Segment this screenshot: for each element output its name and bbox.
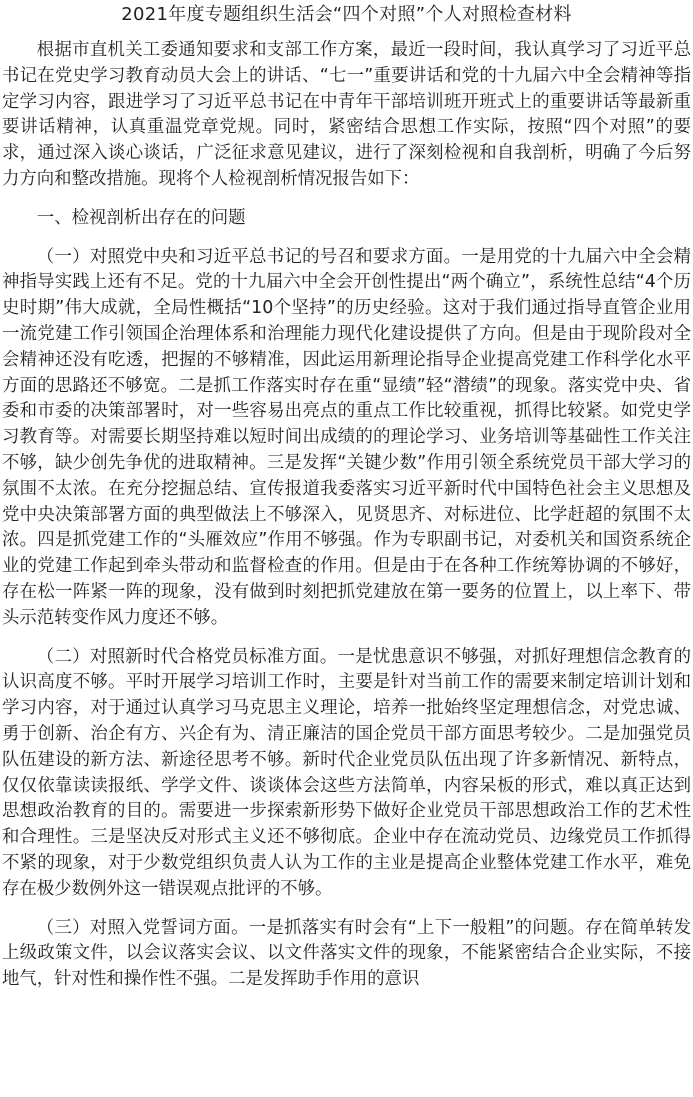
- section-heading: 一、检视剖析出存在的问题: [36, 207, 246, 228]
- body-paragraph-2: （二）对照新时代合格党员标准方面。一是忧患意识不够强，对抓好理想信念教育的认识高度不够。平时开展学习培训工作时，主要是针对当前工作的需要来制定培训计划和学习内容，对于通过认真学习马克思主义理论，培养一批始终坚定理想信念，对党忠诚、勇于创新、治企有方、兴企有为、清正廉洁的国企党员干部方面思考较少。二是加强党员队伍建设的新方法、新途径思考不够。新时代企业党员队伍出现了许多新情况、新特点，仅仅依靠读读报纸、学学文件、谈谈体会这些方法简单，内容呆板的形式，难以真正达到思想政治教育的目的。需要进一步探索新形势下做好企业党员干部思想政治工作的艺术性和合理性。三是坚决反对形式主义还不够彻底。企业中存在流动党员、边缘党员工作抓得不紧的现象，对于少数党组织负责人认为工作的主业是提高企业整体党建工作水平，难免存在极少数例外这一错误观点批评的不够。: [2, 646, 691, 899]
- document-title: 2021年度专题组织生活会“四个对照”个人对照检查材料: [121, 4, 572, 25]
- body-paragraph-1: （一）对照党中央和习近平总书记的号召和要求方面。一是用党的十九届六中全会精神指导实践上还有不足。党的十九届六中全会开创性提出“两个确立”，系统性总结“4个历史时期”伟大成就，全局性概括“10个坚持”的历史经验。这对于我们通过指导直管企业用一流党建工作引领国企治理体系和治理能力现代化建设提供了方向。但是由于现阶段对全会精神还没有吃透，把握的不够精准，因此运用新理论指导企业提高党建工作科学化水平方面的思路还不够宽。二是抓工作落实时存在重“显绩”轻“潜绩”的现象。落实党中央、省委和市委的决策部署时，对一些容易出亮点的重点工作比较重视，抓得比较紧。如党史学习教育等。对需要长期坚持难以短时间出成绩的的理论学习、业务培训等基础性工作关注不够，缺少创先争优的进取精神。三是发挥“关键少数”作用引领全系统党员干部大学习的氛围不太浓。在充分挖掘总结、宣传报道我委落实习近平新时代中国特色社会主义思想及党中央决策部署方面的典型做法上不够深入，见贤思齐、对标进位、比学赶超的氛围不太浓。四是抓党建工作的“头雁效应”作用不够强。作为专职副书记，对委机关和国资系统企业的党建工作起到牵头带动和监督检查的作用。但是由于在各种工作统筹协调的不够好，存在松一阵紧一阵的现象，没有做到时刻把抓党建放在第一要务的位置上，以上率下、带头示范转变作风力度还不够。: [2, 246, 691, 628]
- body-paragraph-3: （三）对照入党誓词方面。一是抓落实有时会有“上下一般粗”的问题。存在简单转发上级政策文件，以会议落实会议、以文件落实文件的现象，不能紧密结合企业实际，不接地气，针对性和操作性不强。二是发挥助手作用的意识: [2, 917, 691, 990]
- intro-paragraph: 根据市直机关工委通知要求和支部工作方案，最近一段时间，我认真学习了习近平总书记在党史学习教育动员大会上的讲话、“七一”重要讲话和党的十九届六中全会精神等指定学习内容，跟进学习了习近平总书记在中青年干部培训班开班式上的重要讲话等最新重要讲话精神，认真重温党章党规。同时，紧密结合思想工作实际，按照“四个对照”的要求，通过深入谈心谈话，广泛征求意见建议，进行了深刻检视和自我剖析，明确了今后努力方向和整改措施。现将个人检视剖析情况报告如下：: [2, 40, 691, 189]
